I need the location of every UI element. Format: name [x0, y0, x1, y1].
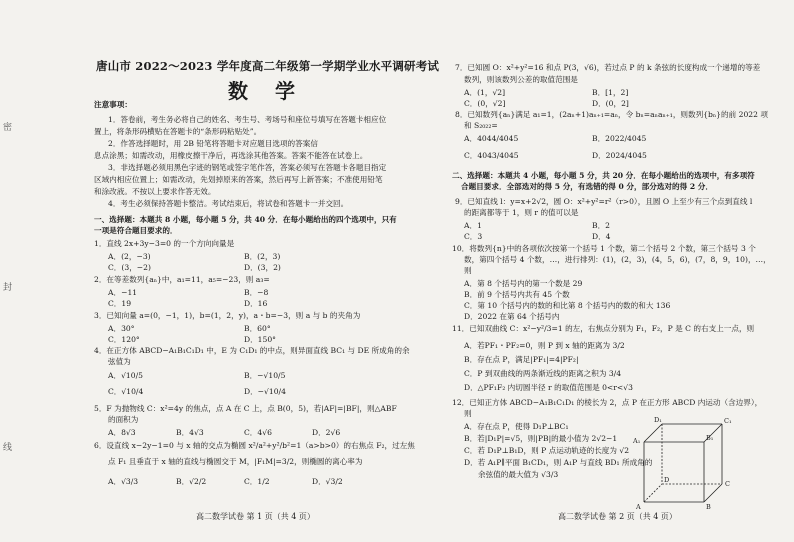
question-12-stem: 则	[464, 409, 472, 418]
option: D．2024/4045	[592, 151, 647, 160]
question-10-stem: 10．将数列{n}中的各项依次按第一个括号 1 个数，第二个括号 2 个数，第三个括号 3 个	[452, 244, 756, 253]
cube-label: C	[725, 480, 730, 488]
cube-label: C₁	[724, 417, 732, 425]
exam-title: 唐山市 2022～2023 学年度高二年级第一学期学业水平调研考试	[96, 59, 440, 73]
binding-label: 封	[3, 283, 13, 293]
option: A．√10/5	[108, 371, 143, 380]
question-11-stem: 11．已知双曲线 C：x²−y²/3=1 的左，右焦点分别为 F₁，F₂，P 是 C 的右支上一点，则	[452, 324, 755, 333]
option: B．−8	[244, 288, 269, 297]
cube-label: D₁	[654, 416, 662, 424]
cube-figure	[630, 412, 740, 512]
option: A．第 8 个括号内的第一个数是 29	[464, 279, 583, 288]
question-8-stem: 和 S₂₀₂₂=	[464, 121, 498, 130]
option: A．(1，√2]	[464, 88, 506, 97]
option: A．8√3	[108, 428, 136, 437]
question-7-stem: 7．已知圆 O：x²+y²=16 和点 P(3，√6)，若过点 P 的 k 条弦的长度构成一个递增的等差	[455, 63, 761, 72]
question-8-stem: 8．已知数列{aₙ}满足 a₁=1，(2aₙ+1)aₙ₊₁=aₙ，令 bₙ=aₙaₙ₊₁，则数列{bₙ}的前 2022 项	[455, 110, 768, 119]
option: B．60°	[244, 324, 271, 333]
option: B．(2，3)	[244, 252, 281, 261]
option: D．(0，2]	[592, 99, 629, 108]
option: A．存在点 P，使得 D₁P⊥BC₁	[464, 422, 569, 431]
cube-label: A₁	[633, 437, 641, 445]
option: 余弦值的最大值为 √3/3	[478, 470, 559, 479]
cube-label: B₁	[706, 434, 714, 442]
option: A．(2，−3)	[108, 252, 151, 261]
question-9-stem: 的距离都等于 1，则 r 的值可以是	[464, 208, 579, 217]
note-line: 2．作答选择题时，用 2B 铅笔将答题卡对应题目选项的答案信	[108, 139, 318, 148]
section-2-heading: 二、选择题：本题共 4 小题，每小题 5 分，共 20 分．在每小题给出的选项中，有多项符	[452, 171, 755, 180]
option: B．2022/4045	[592, 134, 647, 143]
cube-label: A	[636, 503, 641, 511]
question-4-stem: 弦值为	[108, 357, 131, 366]
option: D．2√6	[312, 428, 341, 437]
section-1-heading: 一、选择题：本题共 8 小题，每小题 5 分，共 40 分．在每小题给出的四个选项中，只有	[94, 215, 397, 224]
option: D．√3/2	[312, 477, 343, 486]
option: B．−√10/5	[244, 371, 286, 380]
option: A．√3/3	[108, 477, 139, 486]
section-2-heading: 合题目要求．全部选对的得 5 分，有选错的得 0 分，部分选对的得 2 分．	[461, 182, 713, 191]
section-1-heading: 一项是符合题目要求的．	[94, 226, 178, 235]
option: D．150°	[244, 335, 276, 344]
note-line: 息点涂黑；如需改动，用橡皮擦干净后，再选涂其他答案。答案不能答在试卷上。	[94, 151, 368, 160]
question-10-stem: 则	[464, 266, 472, 275]
cube-label: B	[706, 503, 711, 511]
question-12-stem: 12．已知正方体 ABCD−A₁B₁C₁D₁ 的棱长为 2，点 P 在正方形 ABCD 内运动（含边界），	[452, 398, 763, 407]
note-line: 4．考生必须保持答题卡整洁。考试结束后，将试卷和答题卡一并交回。	[108, 199, 349, 208]
option: A．若PF₁・PF₂=0，则 P 到 x 轴的距离为 3/2	[464, 341, 625, 350]
question-1-stem: 1．直线 2x+3y−3=0 的一个方向向量是	[94, 239, 235, 248]
question-9-stem: 9．已知直线 l：y=x+2√2，圆 O：x²+y²=r²（r>0），且圆 O 上至少有三个点到直线 l	[455, 197, 753, 206]
note-line: 1．答卷前，考生务必将自己的姓名、考生号、考场号和座位号填写在答题卡相应位	[108, 115, 387, 124]
binding-label: 线	[3, 443, 13, 453]
option: B．2	[592, 221, 611, 230]
question-2-stem: 2．在等差数列{aₙ}中，a₁=11，a₅=−23，则 a₃=	[94, 275, 270, 284]
option: B．存在点 P，满足|PF₁|=4|PF₂|	[464, 355, 579, 364]
option: D．△PF₁F₂ 内切圆半径 r 的取值范围是 0<r<√3	[464, 383, 633, 392]
option: B．前 9 个括号内共有 45 个数	[464, 290, 570, 299]
question-7-stem: 数列，则该数列公差的取值范围是	[464, 75, 578, 84]
option: C．1/2	[244, 477, 270, 486]
question-6-stem: 6．设直线 x−2y−1=0 与 x 轴的交点为椭圆 x²/a²+y²/b²=1（a>b>0）的右焦点 F₂，过左焦	[94, 441, 415, 450]
option: A．30°	[108, 324, 135, 333]
question-3-stem: 3．已知向量 a=(0，−1，1)，b=(1，2，y)，a・b=−3，则 a 与 b 的夹角为	[94, 311, 361, 320]
option: D．−√10/4	[244, 387, 286, 396]
option: D．若 A₁P∥平面 B₁CD₁，则 A₁P 与直线 BD₁ 所成角的	[464, 458, 653, 467]
question-5-stem: 5．F 为抛物线 C：x²=4y 的焦点，点 A 在 C 上，点 B(0，5)，若|AF|=|BF|，则△ABF	[94, 404, 397, 413]
note-line: 置上，将条形码横贴在答题卡的“条形码粘贴处”。	[94, 127, 262, 136]
page-footer: 高二数学试卷 第 1 页（共 4 页）	[196, 512, 315, 521]
question-10-stem: 数，第四个括号 4 个数，…，进行排列：(1)，(2，3)，(4，5，6)，(7，8，9，10)，…，	[464, 255, 771, 264]
option: C．若 D₁P⊥B₁D，则 P 点运动轨迹的长度为 √2	[464, 446, 630, 455]
option: B．若|D₁P|=√5，则|PB|的最小值为 2√2−1	[464, 434, 618, 443]
option: C．P 到双曲线的两条渐近线的距离之积为 3/4	[464, 369, 622, 378]
question-6-stem: 点 F₁ 且垂直于 x 轴的直线与椭圆交于 M，|F₁M|=3/2，则椭圆的离心率为	[108, 457, 363, 466]
option: D．2022 在第 64 个括号内	[464, 312, 560, 321]
option: D．16	[244, 299, 268, 308]
option: B．√2/2	[176, 477, 207, 486]
cube-label: D	[664, 476, 670, 484]
option: A．−11	[108, 288, 138, 297]
option: C．(3，−2)	[108, 263, 151, 272]
option: C．(0，√2]	[464, 99, 506, 108]
exam-subject: 数 学	[228, 79, 305, 103]
option: A．4044/4045	[464, 134, 519, 143]
page-footer: 高二数学试卷 第 2 页（共 4 页）	[558, 512, 677, 521]
option: C．120°	[108, 335, 140, 344]
binding-label: 密	[3, 123, 13, 133]
option: B．[1，2]	[592, 88, 629, 97]
note-line: 和涂改液。不按以上要求作答无效。	[94, 187, 216, 196]
option: C．19	[108, 299, 132, 308]
option: D．(3，2)	[244, 263, 281, 272]
question-5-stem: 的面积为	[108, 415, 139, 424]
option: C．4043/4045	[464, 151, 519, 160]
option: C．第 10 个括号内的数的和比第 8 个括号内的数的和大 136	[464, 301, 671, 310]
option: A．1	[464, 221, 482, 230]
note-line: 3．非选择题必须用黑色字迹的钢笔或签字笔作答，答案必须写在答题卡各题目指定	[108, 163, 387, 172]
option: D．4	[592, 232, 611, 241]
notes-heading: 注意事项：	[94, 100, 132, 109]
option: B．4√3	[176, 428, 204, 437]
option: C．4√6	[244, 428, 272, 437]
question-4-stem: 4．在正方体 ABCD−A₁B₁C₁D₁ 中，E 为 C₁D₁ 的中点，则异面直线 BC₁ 与 DE 所成角的余	[94, 346, 410, 355]
option: C．3	[464, 232, 483, 241]
note-line: 区域内相应位置上；如需改动，先划掉原来的答案，然后再写上新答案；不准使用铅笔	[94, 175, 383, 184]
option: C．√10/4	[108, 387, 144, 396]
